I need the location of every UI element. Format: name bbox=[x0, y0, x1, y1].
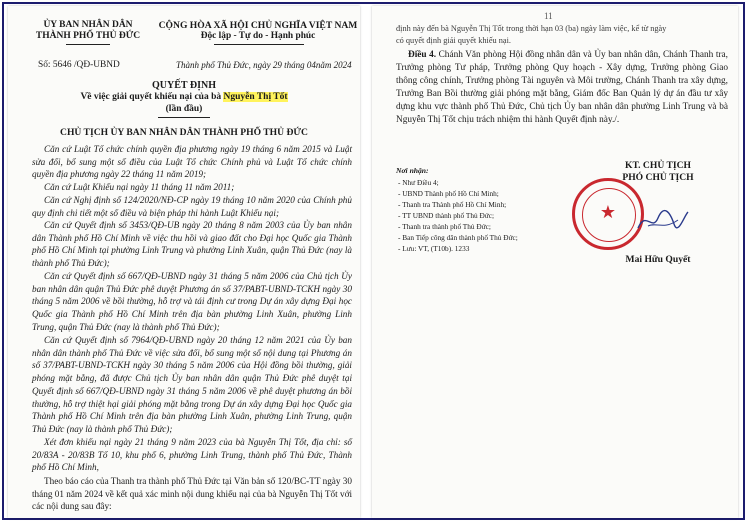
recipient-item: - TT UBND thành phố Thủ Đức; bbox=[398, 211, 494, 220]
article-4-text: Chánh Văn phòng Hội đồng nhân dân và Ủy ban nhân dân, Chánh Thanh tra, Trưởng phòng Tư pháp, Trưởng phòng Quy hoạch - Xây dựng, Trưởng phòng Giao thông công chính, Trưởng phòng Tài nguyên và Môi trường, Chánh Thanh tra xây dựng, Trưởng Ban Bồi thường giải phóng mặt bằng, Giám đốc Ban Quản lý dự án đầu tư xây dựng khu vực thành phố Thủ Đức, Chủ tịch Ủy ban nhân dân phường Linh Trung và bà Nguyễn Thị Tốt chịu trách nhiệm thi hành Quyết định này./. bbox=[396, 50, 728, 125]
decision-subject bbox=[8, 92, 360, 102]
legal-basis-paragraph-1: Căn cứ Luật Tổ chức chính quyền địa phương ngày 19 tháng 6 năm 2015 và Luật sửa đổi, bổ sung một số điều của Luật Tổ chức Chính phủ và Luật Tổ chức chính quyền địa phương ngày 22 tháng 11 năm 2019; bbox=[32, 144, 352, 180]
national-motto: Độc lập - Tự do - Hạnh phúc bbox=[200, 31, 316, 41]
complainant-name-highlight: Nguyễn Thị Tốt bbox=[223, 92, 288, 102]
signer-name: Mai Hữu Quyết bbox=[625, 254, 691, 265]
document-number: Số: 5646 /QĐ-UBND bbox=[38, 60, 120, 70]
document-page-right bbox=[372, 6, 738, 518]
signer-title-2: PHÓ CHỦ TỊCH bbox=[622, 172, 694, 183]
issuer-underline bbox=[66, 44, 110, 45]
legal-basis-paragraph-6: Căn cứ Quyết định số 7964/QĐ-UBND ngày 20 tháng 12 năm 2021 của Ủy ban nhân dân thành phố Thủ Đức về việc sửa đổi, bổ sung một số nội dung tại Phương án số 37/PABT-UBND-TCKH ngày 30 tháng 5 năm 2006 của Hội đồng bồi thường, giải phóng mặt bằng, đã được Chủ tịch Ủy ban nhân dân quận Thủ Đức phê duyệt tại Quyết định số 667/QĐ-UBND ngày 31 tháng 5 năm 2006 về phê duyệt phương án bồi thường, hỗ trợ thiệt hại giải phóng mặt bằng trong Dự án xây dựng Đại học Quốc gia Thành phố Hồ Chí Minh trên địa bàn phường Linh Xuân, phường Linh Trung, quận Thủ Đức (nay là thành phố Thủ Đức); bbox=[32, 335, 352, 434]
recipient-item: - Thanh tra thành phố Thủ Đức; bbox=[398, 222, 491, 231]
recipient-item: - Thanh tra Thành phố Hồ Chí Minh; bbox=[398, 200, 507, 209]
recipient-item: - Như Điều 4; bbox=[398, 178, 439, 187]
legal-basis-paragraph-4: Căn cứ Quyết định số 3453/QĐ-UB ngày 20 tháng 8 năm 2003 của Ủy ban nhân dân Thành phố Hồ Chí Minh về việc thu hồi và giao đất cho Đại học Quốc gia Thành phố Hồ Chí Minh tại phường Linh Trung và phường Linh Xuân, quận Thủ Đức (nay là thành phố Thủ Đức); bbox=[32, 220, 352, 269]
signer-title-1: KT. CHỦ TỊCH bbox=[624, 160, 691, 171]
article-4 bbox=[396, 49, 728, 127]
decision-round: (lần đầu) bbox=[165, 104, 203, 114]
carryover-line-2: có quyết định giải quyết khiếu nại. bbox=[396, 36, 511, 45]
decision-title: QUYẾT ĐỊNH bbox=[152, 80, 216, 91]
motto-underline bbox=[214, 44, 304, 45]
issuer-name-line1: ỦY BAN NHÂN DÂN bbox=[43, 20, 133, 30]
issuer-name-line2: THÀNH PHỐ THỦ ĐỨC bbox=[35, 31, 141, 41]
recipient-item: - Lưu: VT, (T10b). 1233 bbox=[398, 244, 470, 253]
complaint-paragraph: Xét đơn khiếu nại ngày 21 tháng 9 năm 2023 của bà Nguyễn Thị Tốt, địa chỉ: số 20/83A - 20/83B Tổ 10, khu phố 6, phường Linh Trung, thành phố Thủ Đức, Thành phố Hồ Chí Minh, bbox=[32, 437, 352, 473]
seal-star-icon: ★ bbox=[599, 202, 617, 222]
recipient-item: - UBND Thành phố Hồ Chí Minh; bbox=[398, 189, 499, 198]
subject-underline bbox=[158, 117, 210, 118]
legal-basis-paragraph-2: Căn cứ Luật Khiếu nại ngày 11 tháng 11 năm 2011; bbox=[44, 182, 235, 192]
carryover-line-1: định này đến bà Nguyễn Thị Tốt trong thời hạn 03 (ba) ngày làm việc, kể từ ngày bbox=[396, 24, 667, 33]
article-4-label: Điều 4. bbox=[408, 50, 437, 60]
inspection-report-paragraph: Theo báo cáo của Thanh tra thành phố Thủ Đức tại Văn bản số 120/BC-TT ngày 30 tháng 01 năm 2024 về kết quả xác minh nội dung khiếu nại của bà Nguyễn Thị Tốt với các nội dung sau đây: bbox=[32, 476, 352, 512]
recipients-title: Nơi nhận: bbox=[396, 166, 429, 175]
legal-basis-paragraph-5: Căn cứ Quyết định số 667/QĐ-UBND ngày 31 tháng 5 năm 2006 của Chủ tịch Ủy ban nhân dân quận Thủ Đức phê duyệt Phương án số 37/PABT-UBND-TCKH ngày 30 tháng 5 năm 2006 về bồi thường, hỗ trợ và tái định cư trong Dự án xây dựng Đại học Quốc gia Thành phố Hồ Chí Minh trên địa bàn phường Linh Xuân, phường Linh Trung, quận Thủ Đức (nay là thành phố Thủ Đức); bbox=[32, 271, 352, 332]
place-and-date: Thành phố Thủ Đức, ngày 29 tháng 04năm 2024 bbox=[176, 60, 352, 70]
handwritten-signature bbox=[634, 206, 690, 236]
recipient-item: - Ban Tiếp công dân thành phố Thủ Đức; bbox=[398, 233, 518, 242]
national-title: CỘNG HÒA XÃ HỘI CHỦ NGHĨA VIỆT NAM bbox=[158, 20, 358, 31]
legal-basis-paragraph-3: Căn cứ Nghị định số 124/2020/NĐ-CP ngày 19 tháng 10 năm 2020 của Chính phủ quy định chi tiết một số điều và biện pháp thi hành Luật Khiếu nại; bbox=[32, 195, 352, 218]
page-number: 11 bbox=[544, 11, 553, 21]
issuing-authority: CHỦ TỊCH ỦY BAN NHÂN DÂN THÀNH PHỐ THỦ ĐỨC bbox=[60, 127, 308, 138]
decision-subject-prefix: Về việc giải quyết khiếu nại của bà bbox=[80, 92, 224, 102]
document-page-left bbox=[8, 6, 360, 518]
